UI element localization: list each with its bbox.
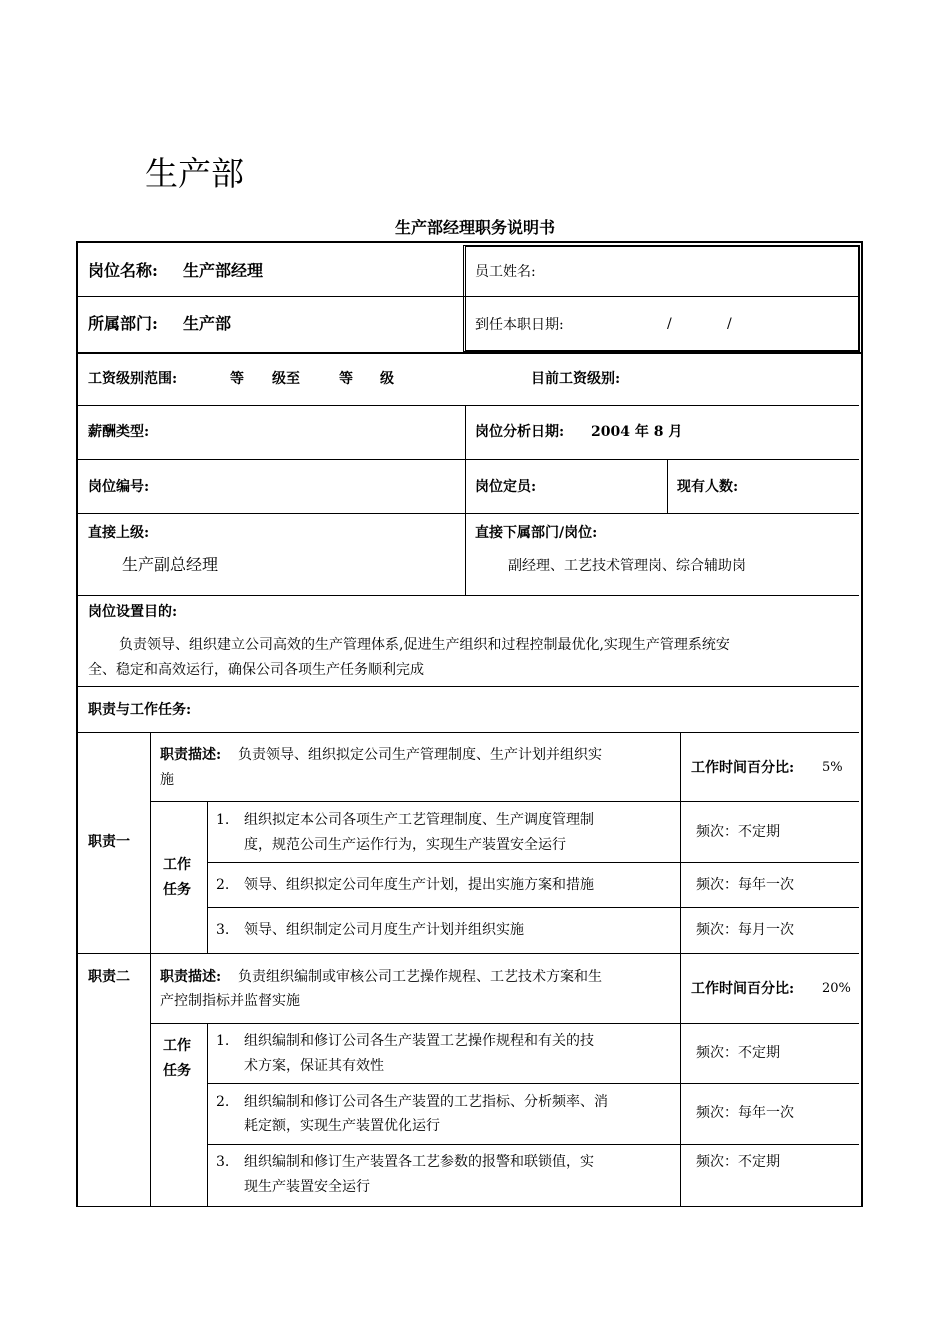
start-date-label: 到任本职日期: <box>475 317 564 333</box>
time-pct-value: 5% <box>822 760 843 775</box>
tasks-label: 工作 <box>163 1038 191 1054</box>
duty-desc-label: 职责描述: <box>160 969 222 985</box>
current-salary-label: 目前工资级别: <box>531 371 621 387</box>
task-text: 组织编制和修订公司各生产装置工艺操作规程和有关的技 <box>244 1033 594 1049</box>
task-number: 1. <box>216 1033 230 1049</box>
task-text: 组织编制和修订生产装置各工艺参数的报警和联锁值，实 <box>244 1154 594 1170</box>
task-text: 组织拟定本公司各项生产工艺管理制度、生产调度管理制 <box>244 812 594 828</box>
position-name-value: 生产部经理 <box>183 261 264 280</box>
task-number: 1. <box>216 812 230 828</box>
duty-desc: 产控制指标并监督实施 <box>160 993 300 1009</box>
duty-desc: 负责领导、组织拟定公司生产管理制度、生产计划并组织实 <box>238 747 602 763</box>
date-separator: / <box>727 316 732 332</box>
task-frequency: 频次：不定期 <box>696 824 780 840</box>
salary-range-text: 等 <box>339 371 353 387</box>
duty-name: 职责一 <box>88 834 130 850</box>
headcount-label: 岗位定员: <box>475 479 537 495</box>
task-number: 3. <box>216 1154 230 1170</box>
purpose-text: 负责领导、组织建立公司高效的生产管理体系,促进生产组织和过程控制最优化,实现生产管理系统安 <box>119 637 730 653</box>
tasks-label: 任务 <box>163 882 191 898</box>
task-frequency: 频次：不定期 <box>696 1154 780 1170</box>
superior-value: 生产副总经理 <box>122 555 219 574</box>
purpose-text: 全、稳定和高效运行，确保公司各项生产任务顺利完成 <box>88 662 424 678</box>
task-text: 度，规范公司生产运作行为，实现生产装置安全运行 <box>244 837 566 853</box>
subordinate-value: 副经理、工艺技术管理岗、综合辅助岗 <box>508 558 746 574</box>
tasks-label: 任务 <box>163 1063 191 1079</box>
task-text: 领导、组织拟定公司年度生产计划，提出实施方案和措施 <box>244 877 594 893</box>
department-label: 所属部门: <box>88 314 158 333</box>
date-separator: / <box>667 316 672 332</box>
analysis-date-value: 2004 年 8 月 <box>591 424 683 440</box>
task-text: 组织编制和修订公司各生产装置的工艺指标、分析频率、消 <box>244 1094 608 1110</box>
duties-label: 职责与工作任务: <box>88 702 192 718</box>
task-frequency: 频次：不定期 <box>696 1045 780 1061</box>
task-frequency: 频次：每年一次 <box>696 877 794 893</box>
position-name-label: 岗位名称: <box>88 261 158 280</box>
pay-type-label: 薪酬类型: <box>88 424 150 440</box>
document-title: 生产部经理职务说明书 <box>394 218 555 237</box>
task-text: 现生产装置安全运行 <box>244 1179 370 1195</box>
task-number: 3. <box>216 922 230 938</box>
duty-desc-label: 职责描述: <box>160 747 222 763</box>
salary-range-text: 级 <box>380 371 394 387</box>
task-text: 术方案，保证其有效性 <box>244 1058 384 1074</box>
task-frequency: 频次：每月一次 <box>696 922 794 938</box>
task-number: 2. <box>216 1094 230 1110</box>
tasks-label: 工作 <box>163 857 191 873</box>
salary-range-text: 等 <box>230 371 244 387</box>
department-heading: 生产部 <box>145 154 244 193</box>
task-text: 领导、组织制定公司月度生产计划并组织实施 <box>244 922 524 938</box>
position-number-label: 岗位编号: <box>88 479 150 495</box>
task-text: 耗定额，实现生产装置优化运行 <box>244 1118 440 1134</box>
duty-desc: 负责组织编制或审核公司工艺操作规程、工艺技术方案和生 <box>238 969 602 985</box>
superior-label: 直接上级: <box>88 525 150 541</box>
time-pct-label: 工作时间百分比: <box>691 760 795 776</box>
purpose-label: 岗位设置目的: <box>88 604 178 620</box>
time-pct-value: 20% <box>822 981 851 996</box>
duty-name: 职责二 <box>88 969 130 985</box>
duty-desc: 施 <box>160 772 174 788</box>
salary-range-label: 工资级别范围: <box>88 371 178 387</box>
department-value: 生产部 <box>183 314 232 333</box>
employee-name-label: 员工姓名: <box>475 264 536 280</box>
time-pct-label: 工作时间百分比: <box>691 981 795 997</box>
analysis-date-label: 岗位分析日期: <box>475 424 565 440</box>
task-frequency: 频次：每年一次 <box>696 1105 794 1121</box>
current-count-label: 现有人数: <box>677 479 739 495</box>
salary-range-text: 级至 <box>272 371 300 387</box>
subordinate-label: 直接下属部门/岗位: <box>475 525 598 541</box>
task-number: 2. <box>216 877 230 893</box>
